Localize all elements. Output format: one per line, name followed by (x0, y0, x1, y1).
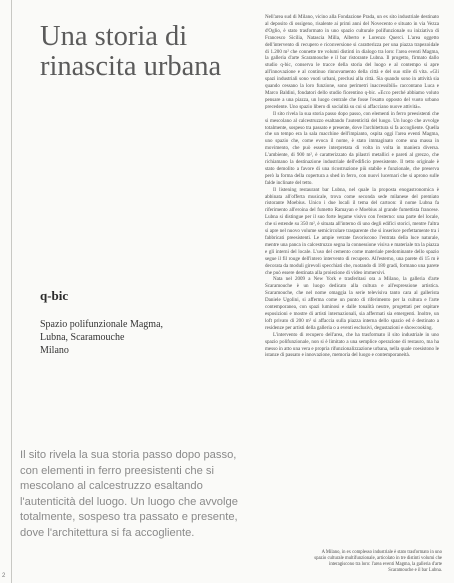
body-paragraph: L'intervento di recupero dell'area, che ha trasformato il sito industriale in uno spazio polifunzionale, non si è limitato a una semplice operazione di restauro, ma ha messo in atto una vera e propria rifunzionalizzazione urbana, nella quale coesistono le istanze di passato e innovazione, memoria del luogo e contemporaneità. (265, 331, 439, 359)
subtitle-line: Lubna, Scaramouche (40, 332, 125, 343)
studio-name: q-bic (40, 288, 69, 303)
subtitle-line: Spazio polifunzionale Magma, (40, 319, 164, 330)
body-paragraph: Il listening restaurant bar Lubna, nel quale la proposta enogastronomica è abbinata all'offerta musicale, trova come seconda sede milanese del premiato ristorante Moebius. Unico i due locali il tema del cartoon: il nome Lubna fa riferimento all'eroina del fumetto Ramayan e Moebius al grande fumettista francese. Lubna si distingue per il suo forte legame visivo con l'esterno: una parte del locale, che si estende su 350 m², è situata all'interno di uno degli edifici storici, mentre l'altra si apre nel nuovo volume semicircolare trasparente che si inserisce perfettamente tra i fabbricati preesistenti. Le ampie vetrate favoriscono l'entrata della luce naturale, mentre una panca in calcestruzzo segna la connessione visiva e materiale tra la piazza e gli interni del locale. L'uso del cemento come materiale predominante dello spazio segue il fil rouge dell'intero intervento di recupero. All'esterno, una parete di 15 m è decorata da moduli girevoli specchiati che, ruotando di 180 gradi, formano una parete che può essere destinata alla proiezione di video immersivi. (265, 186, 439, 276)
body-paragraph: Nata nel 2009 a New York e trasferitasi ora a Milano, la galleria d'arte Scaramouche è un luogo dedicato alla cultura e all'espressione artistica. Scaramouche, che nel nome omaggia la serie televisiva tanto cara al gallerista Daniele Ugolini, si afferma come un punto di riferimento per la cultura e l'arte contemporanea, con spazi luminosi e dalle tonalità neutre, progettati per ospitare esposizioni e mostre di artisti internazionali, sia affermati sia emergenti. Inoltre, un loft privato di 200 m² si affaccia sulla piazza interna dello spazio ed è destinato a residenze per artisti della galleria o a eventi esclusivi, degustazioni e showcooking. (265, 276, 439, 331)
photo-caption: A Milano, in ex complesso industriale è stato trasformato in uno spazio culturale multifunzionale, articolato in tre distinti volumi che interagiscono tra loro: l'area eventi Magma, la galleria d'arte Scaramouche e il bar Lubna. (314, 550, 442, 574)
article-title: Una storia di rinascita urbana (40, 21, 222, 82)
pull-quote: Il sito rivela la sua storia passo dopo passo, con elementi in ferro preesistenti che si mescolano al calcestruzzo esaltando l'autenticità del luogo. Un luogo che avvolge totalmente, sospeso tra passato e presente, dove l'architettura si fa accogliente. (20, 449, 238, 539)
body-paragraph: Nell'area sud di Milano, vicino alla Fondazione Prada, un ex sito industriale destinato al deposito di ossigeno, risalente ai primi anni del Novecento e situato in via Vezza d'Oglio, è stato trasformato in uno spazio culturale polifunzionale su iniziativa di Francesco Sicilia, Natascia Milla, Alberto e Lorenzo Querci. L'area oggetto dell'intervento di recupero e riconversione si caratterizza per una piazza trapezoidale di 1.200 m² che connette tre volumi distinti in dialogo tra loro: l'area eventi Magma, la galleria d'arte Scaramouche e il bar ristorante Lubna. Il progetto, firmato dallo studio q-bic, conserva le tracce della storia del luogo e al contempo si apre all'innovazione e al continuo rinnovamento della città e del suo stile di vita. «Gli spazi industriali sono vuoti urbani, preclusi alla città. Sia quando sono in attività sia quando cessano la loro funzione, sono perimetri inaccessibili» raccontano Luca e Marco Baldini, fondatori dello studio fiorentino q-bic. «Ecco perché abbiamo voluto pensare a una piazza, un luogo centrale che fosse l'esatto opposto del vuoto urbano precedente. Uno spazio libero di socialità su cui si affacciano nuove attività». (265, 14, 439, 110)
left-margin-rule (11, 0, 12, 583)
project-info (40, 288, 240, 357)
subtitle-line: Milano (40, 345, 69, 356)
page-number: 2 (2, 573, 6, 579)
article-body (265, 14, 439, 359)
body-paragraph: Il sito rivela la sua storia passo dopo passo, con elementi in ferro preesistenti che si mescolano al calcestruzzo esaltando l'autenticità del luogo. Un luogo che avvolge totalmente, sospeso tra passato e presente, dove l'architettura si fa accogliente. Quella che un tempo era la sala macchine dell'impianto, ospita oggi l'area eventi Magma, uno spazio che, come evoca il nome, è stato immaginato come una massa in movimento, che può essere interpretata di volta in volta in maniera diversa. L'ambiente, di 900 m², è caratterizzato da pilastri metallici e pareti al grezzo, che richiamano la destinazione industriale dell'edificio preesistente. Il tetto originale è stato demolito a favore di una ricostruzione più stabile e funzionale, che preserva però la forma della copertura a shed in ferro, con nuovi lucernari che si aprono sulle falde inclinate del tetto. (265, 110, 439, 186)
